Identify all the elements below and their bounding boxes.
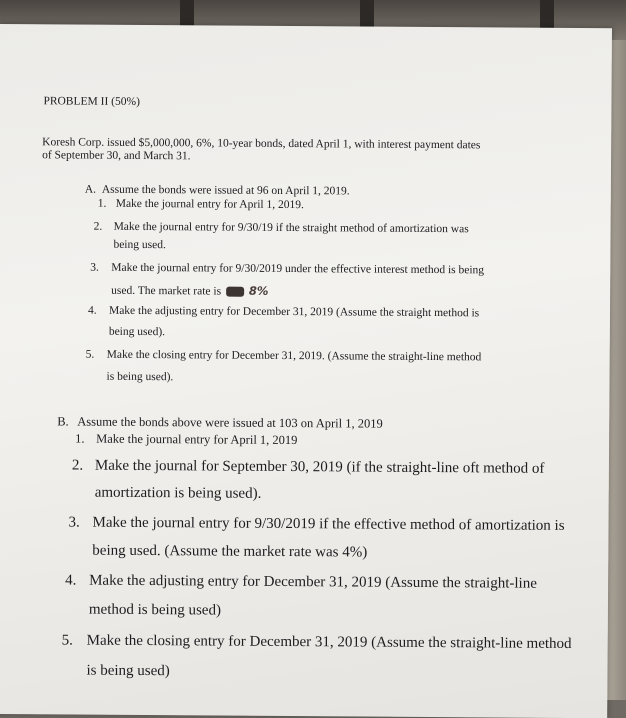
- part-a-item-text: being used.: [113, 238, 166, 252]
- part-b-item-number: 2.: [71, 457, 84, 474]
- part-a-item-number: 3.: [90, 261, 99, 274]
- intro-line-1: Koresh Corp. issued $5,000,000, 6%, 10-year bonds, dated April 1, with interest payment dates: [42, 136, 481, 152]
- part-a-item-text: Make the journal entry for April 1, 2019.: [115, 197, 304, 212]
- part-a-item-text-with-rate: [111, 283, 268, 298]
- problem-heading: PROBLEM II (50%): [43, 95, 140, 108]
- part-a-item-text: being used).: [108, 325, 166, 339]
- part-a-item-text: Make the journal entry for 9/30/2019 under the effective interest method is being: [111, 261, 485, 277]
- part-b-item-text: Make the journal entry for 9/30/2019 if the effective method of amortization is: [92, 514, 565, 534]
- part-a-item-number: 1.: [97, 197, 107, 210]
- part-b-item-text: being used. (Assume the market rate was 4%): [92, 542, 368, 561]
- part-b-item-text: Make the journal entry for April 1, 2019: [96, 431, 298, 448]
- part-a-item-text: Make the journal entry for 9/30/19 if the straight method of amortization was: [113, 220, 469, 236]
- part-a-label: A.: [84, 183, 97, 196]
- part-b-item-text: is being used): [86, 662, 170, 680]
- part-b-item-text: Make the closing entry for December 31, 2019 (Assume the straight-line method: [86, 632, 572, 653]
- part-b-label: B.: [57, 414, 69, 429]
- part-a-item-text: used. The market rate is: [111, 284, 222, 298]
- crossed-out-mark: [226, 287, 244, 297]
- part-b-item-text: method is being used): [88, 601, 222, 619]
- part-b-title: Assume the bonds above were issued at 103 on April 1, 2019: [77, 414, 383, 431]
- part-b-item-number: 4.: [65, 572, 77, 589]
- part-b-item-text: Make the adjusting entry for December 31, 2019 (Assume the straight-line: [89, 572, 537, 592]
- part-a-item-text: is being used).: [106, 370, 174, 384]
- part-b-item-number: 3.: [68, 514, 80, 531]
- part-b-item-text: Make the journal for September 30, 2019 (if the straight-line oft method of: [94, 457, 545, 477]
- part-b-item-number: 5.: [61, 632, 74, 649]
- part-a-item-text: Make the adjusting entry for December 31, 2019 (Assume the straight method is: [108, 304, 480, 320]
- part-b-item-number: 1.: [75, 431, 85, 446]
- part-b-item-text: amortization is being used).: [94, 484, 262, 502]
- paper-sheet: [0, 24, 612, 718]
- part-a-item-number: 2.: [93, 220, 103, 233]
- part-a-item-text: Make the closing entry for December 31, 2019. (Assume the straight-line method: [106, 348, 482, 364]
- part-a-item-number: 4.: [87, 304, 97, 317]
- intro-line-2: of September 30, and March 31.: [42, 149, 191, 163]
- part-a-item-number: 5.: [85, 348, 95, 361]
- part-a-title: Assume the bonds were issued at 96 on April 1, 2019.: [101, 183, 350, 198]
- handwritten-rate: 8%: [248, 283, 269, 298]
